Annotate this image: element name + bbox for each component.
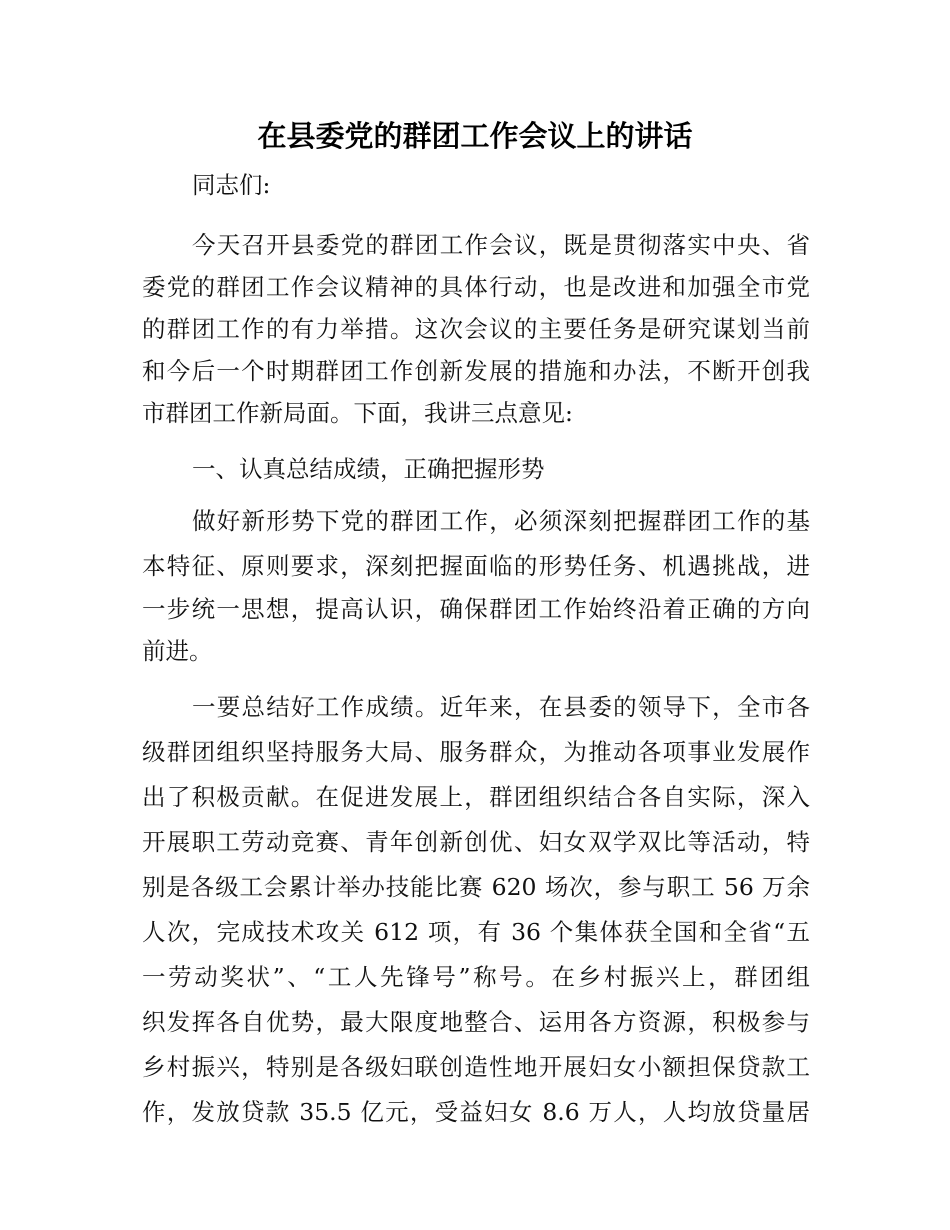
paragraph-2-line-2: 本特征、原则要求，深刻把握面临的形势任务、机遇挑战，进: [142, 552, 810, 580]
paragraph-1-line-1: 今天召开县委党的群团工作会议，既是贯彻落实中央、省: [192, 231, 810, 259]
paragraph-3-line-5: 别是各级工会累计举办技能比赛 620 场次，参与职工 56 万余: [142, 873, 810, 901]
paragraph-3-line-8: 织发挥各自优势，最大限度地整合、运用各方资源，积极参与: [142, 1008, 810, 1036]
paragraph-3-line-6: 人次，完成技术攻关 612 项，有 36 个集体获全国和全省“五: [142, 918, 810, 946]
paragraph-2-line-1: 做好新形势下党的群团工作，必须深刻把握群团工作的基: [192, 507, 810, 535]
paragraph-2-line-4: 前进。: [142, 637, 213, 665]
salutation: 同志们:: [192, 171, 271, 199]
paragraph-3-line-1: 一要总结好工作成绩。近年来，在县委的领导下，全市各: [192, 693, 810, 721]
paragraph-1-line-5: 市群团工作新局面。下面，我讲三点意见:: [142, 399, 573, 427]
paragraph-3-line-3: 出了积极贡献。在促进发展上，群团组织结合各自实际，深入: [142, 783, 810, 811]
paragraph-3-line-7: 一劳动奖状”、“工人先锋号”称号。在乡村振兴上，群团组: [142, 963, 810, 991]
document-title: 在县委党的群团工作会议上的讲话: [257, 119, 693, 153]
paragraph-2-line-3: 一步统一思想，提高认识，确保群团工作始终沿着正确的方向: [142, 595, 810, 623]
paragraph-1-line-4: 和今后一个时期群团工作创新发展的措施和办法，不断开创我: [142, 357, 810, 385]
paragraph-3-line-4: 开展职工劳动竞赛、青年创新创优、妇女双学双比等活动，特: [142, 828, 810, 856]
paragraph-3-line-10: 作，发放贷款 35.5 亿元，受益妇女 8.6 万人，人均放贷量居: [142, 1098, 810, 1126]
paragraph-3-line-2: 级群团组织坚持服务大局、服务群众，为推动各项事业发展作: [142, 738, 810, 766]
section-heading-1: 一、认真总结成绩，正确把握形势: [192, 455, 545, 483]
paragraph-3-line-9: 乡村振兴，特别是各级妇联创造性地开展妇女小额担保贷款工: [142, 1053, 810, 1081]
paragraph-1-line-3: 的群团工作的有力举措。这次会议的主要任务是研究谋划当前: [142, 315, 810, 343]
paragraph-1-line-2: 委党的群团工作会议精神的具体行动，也是改进和加强全市党: [142, 273, 810, 301]
